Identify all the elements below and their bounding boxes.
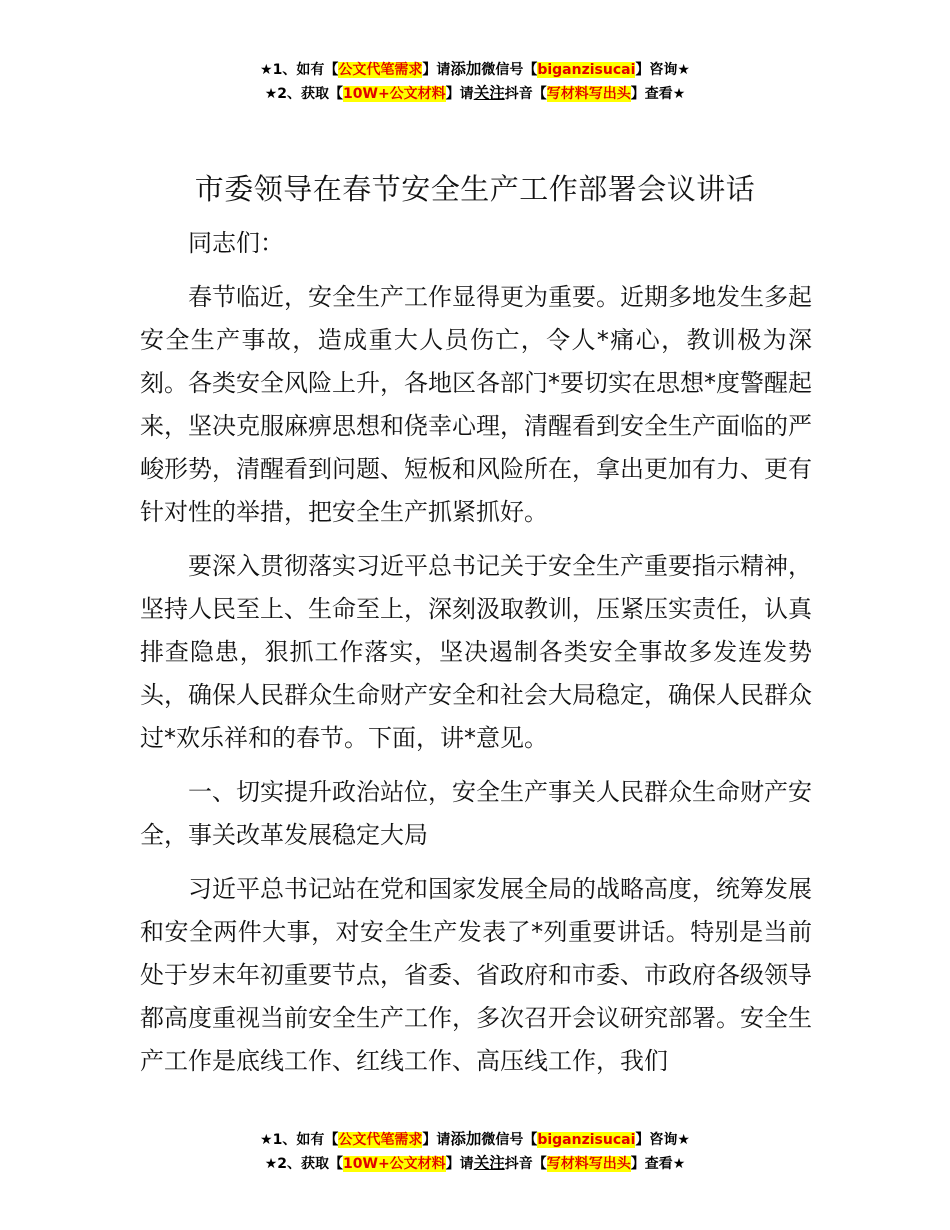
banner-text: 】请 [445,1156,474,1172]
banner-wechat-id: biganzisucai [537,62,636,78]
banner-highlight: 10W+公文材料 [343,1156,446,1172]
salutation: 同志们： [188,229,284,257]
banner-text: 】咨询★ [635,1132,690,1148]
paragraph: 要深入贯彻落实习近平总书记关于安全生产重要指示精神，坚持人民至上、生命至上，深刻汲取教训，压紧压实责任，认真排查隐患，狠抓工作落实，坚决遏制各类安全事故多发连发势头，确保人民群众生命财产安全和社会大局稳定，确保人民群众过*欢乐祥和的春节。下面，讲*意见。 [140,552,812,752]
banner-emphasis: 关注 [473,1154,505,1172]
banner-text: ★2、获取【 [264,86,344,102]
footer-banner [0,1128,950,1176]
banner-wechat-id: biganzisucai [537,1132,636,1148]
banner-highlight: 公文代笔需求 [338,62,423,78]
paragraph: 习近平总书记站在党和国家发展全局的战略高度，统筹发展和安全两件大事，对安全生产发表了*列重要讲话。特别是当前处于岁末年初重要节点，省委、省政府和市委、市政府各级领导都高度重视当前安全生产工作，多次召开会议研究部署。安全生产工作是底线工作、红线工作、高压线工作，我们 [140,875,812,1075]
banner-douyin-id: 写材料写出头 [546,86,631,102]
paragraph: 春节临近，安全生产工作显得更为重要。近期多地发生多起安全生产事故，造成重大人员伤亡，令人*痛心，教训极为深刻。各类安全风险上升，各地区各部门*要切实在思想*度警醒起来，坚决克服麻痹思想和侥幸心理，清醒看到安全生产面临的严峻形势，清醒看到问题、短板和风险所在，拿出更加有力、更有针对性的举措，把安全生产抓紧抓好。 [140,283,812,526]
banner-text: 微信号【 [481,62,538,78]
banner-text: 】查看★ [630,1156,686,1172]
banner-line-1 [0,1128,950,1152]
banner-text: 】请 [422,1132,451,1148]
banner-text: 】咨询★ [635,62,690,78]
banner-emphasis: 关注 [473,84,505,102]
document-title: 市委领导在春节安全生产工作部署会议讲话 [194,172,756,206]
banner-line-1 [0,58,950,82]
banner-highlight: 公文代笔需求 [338,1132,423,1148]
banner-line-2 [0,1152,950,1176]
banner-text: ★1、如有【 [260,1132,339,1148]
banner-text: 】请 [445,86,474,102]
banner-douyin-id: 写材料写出头 [546,1156,631,1172]
banner-text: 】查看★ [630,86,686,102]
banner-emphasis: 添加 [450,1130,482,1148]
header-banner [0,58,950,106]
banner-text: ★1、如有【 [260,62,339,78]
section-heading: 一、切实提升政治站位，安全生产事关人民群众生命财产安全，事关改革发展稳定大局 [140,778,812,849]
banner-emphasis: 添加 [450,60,482,78]
banner-text: 抖音【 [504,86,547,102]
document-body [140,222,812,1094]
banner-text: 微信号【 [481,1132,538,1148]
banner-highlight: 10W+公文材料 [343,86,446,102]
banner-text: ★2、获取【 [264,1156,344,1172]
banner-text: 】请 [422,62,451,78]
banner-line-2 [0,82,950,106]
banner-text: 抖音【 [504,1156,547,1172]
